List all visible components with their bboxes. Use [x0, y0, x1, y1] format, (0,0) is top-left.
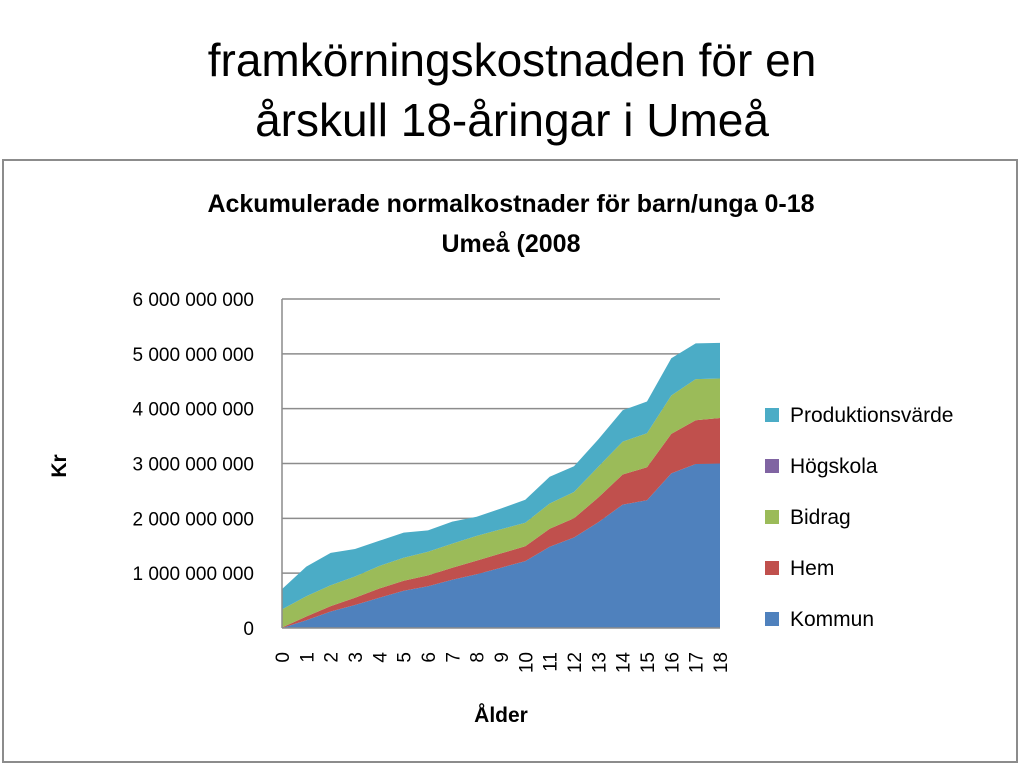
- x-tick-label: 10: [516, 652, 538, 674]
- slide-title-line-2: årskull 18-åringar i Umeå: [255, 94, 769, 146]
- y-tick-label: 2 000 000 000: [132, 509, 254, 531]
- x-tick-label: 5: [394, 652, 416, 663]
- y-tick-label: 4 000 000 000: [132, 399, 254, 421]
- legend-label: Kommun: [790, 608, 875, 631]
- y-tick-label: 0: [243, 619, 254, 640]
- x-tick-label: 0: [273, 652, 294, 663]
- legend-label: Produktionsvärde: [790, 404, 954, 427]
- x-tick-label: 14: [613, 652, 635, 674]
- y-tick-label: 3 000 000 000: [132, 454, 254, 476]
- x-tick-label: 16: [662, 652, 684, 674]
- y-tick-label: 5 000 000 000: [132, 344, 254, 366]
- legend-swatch: [765, 459, 779, 473]
- slide-title-line-1: framkörningskostnaden för en: [207, 34, 817, 86]
- x-tick-label: 11: [540, 652, 562, 672]
- x-tick-label: 17: [686, 652, 708, 674]
- legend-swatch: [765, 561, 779, 575]
- legend: [765, 404, 953, 631]
- x-tick-labels: [273, 652, 732, 674]
- legend-swatch: [765, 612, 779, 626]
- y-tick-label: 6 000 000 000: [132, 290, 254, 311]
- legend-label: Högskola: [790, 455, 878, 478]
- x-tick-label: 6: [419, 652, 440, 663]
- x-tick-label: 4: [370, 652, 392, 663]
- x-tick-label: 2: [321, 652, 343, 663]
- x-tick-label: 18: [711, 652, 732, 674]
- x-tick-label: 1: [297, 652, 319, 663]
- y-axis-label: Kr: [48, 454, 71, 478]
- y-tick-label: 1 000 000 000: [132, 564, 254, 586]
- x-axis-label: Ålder: [474, 704, 528, 727]
- chart-title-line-2: Umeå (2008: [441, 230, 581, 258]
- x-tick-label: 12: [565, 652, 586, 674]
- x-tick-label: 13: [589, 652, 611, 674]
- legend-label: Bidrag: [790, 506, 851, 529]
- y-tick-labels: [132, 290, 254, 640]
- x-tick-label: 8: [467, 652, 489, 663]
- chart-title-line-1: Ackumulerade normalkostnader för barn/unga 0-18: [207, 190, 815, 218]
- legend-swatch: [765, 510, 779, 524]
- x-tick-label: 7: [443, 652, 465, 663]
- area-series-group: [282, 343, 720, 628]
- legend-label: Hem: [790, 557, 835, 580]
- x-tick-label: 9: [492, 652, 513, 663]
- x-tick-label: 3: [346, 652, 367, 663]
- legend-swatch: [765, 408, 779, 422]
- x-tick-label: 15: [638, 652, 659, 674]
